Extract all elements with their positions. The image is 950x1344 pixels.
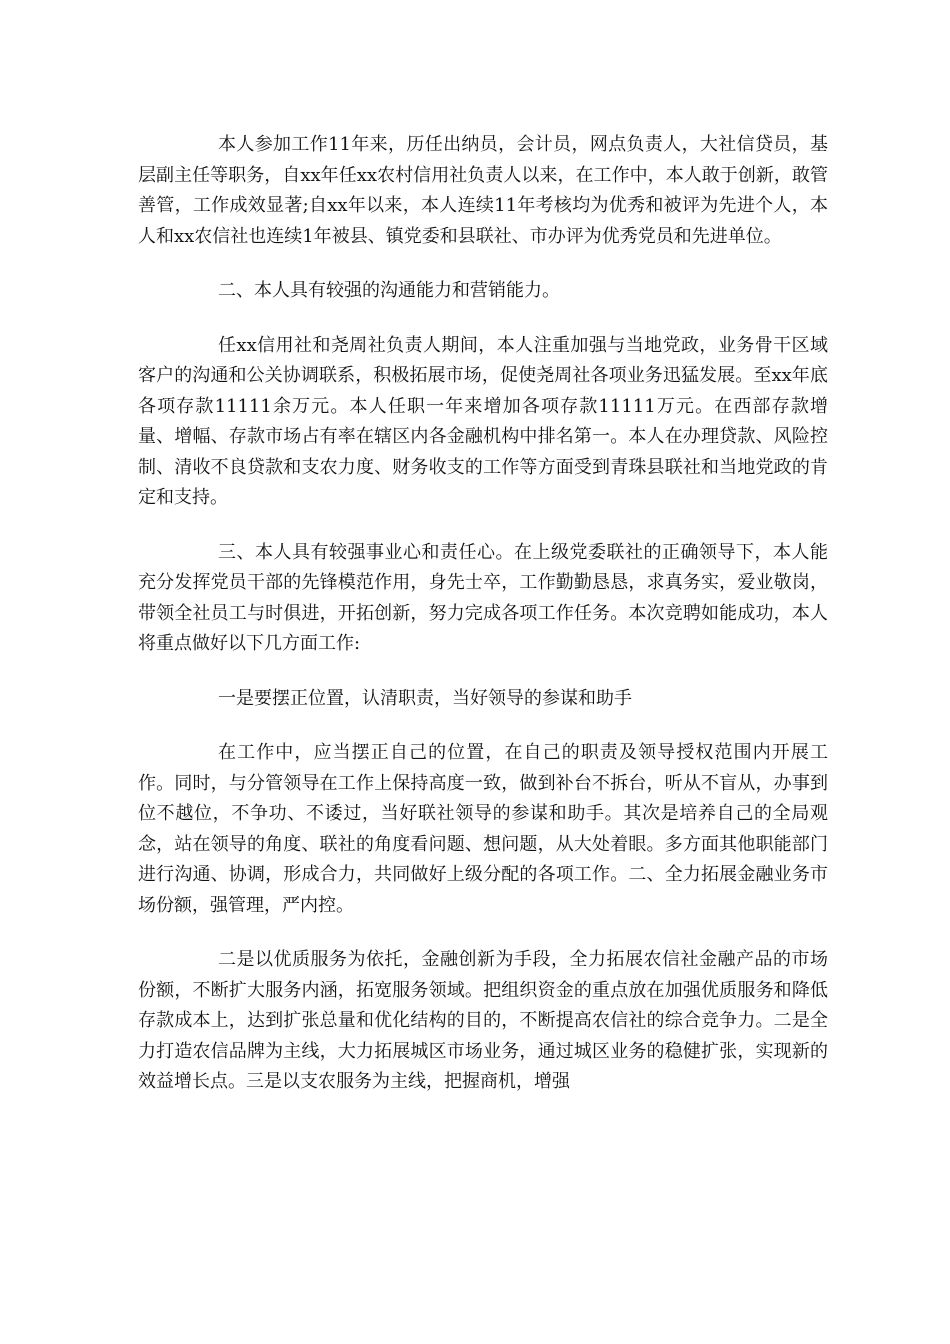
- paragraph-point-two-body: 二是以优质服务为依托，金融创新为手段，全力拓展农信社金融产品的市场份额，不断扩大服务内涵，拓宽服务领域。把组织资金的重点放在加强优质服务和降低存款成本上，达到扩张总量和优化结构的目的，不断提高农信社的综合竞争力。二是全力打造农信品牌为主线，大力拓展城区市场业务，通过城区业务的稳健扩张，实现新的效益增长点。三是以支农服务为主线，把握商机，增强: [138, 949, 828, 1092]
- paragraph-work-history: 本人参加工作11年来，历任出纳员，会计员，网点负责人，大社信贷员，基层副主任等职务，自xx年任xx农村信用社负责人以来，在工作中，本人敢于创新，敢管善管，工作成效显著;自xx年以来，本人连续11年考核均为优秀和被评为先进个人，本人和xx农信社也连续1年被县、镇党委和县联社、市办评为优秀党员和先进单位。: [138, 134, 828, 247]
- paragraph-point-one-body: 在工作中，应当摆正自己的位置，在自己的职责及领导授权范围内开展工作。同时，与分管领导在工作上保持高度一致，做到补台不拆台，听从不盲从，办事到位不越位，不争功、不诿过，当好联社领导的参谋和助手。其次是培养自己的全局观念，站在领导的角度、联社的角度看问题、想问题，从大处着眼。多方面其他职能部门进行沟通、协调，形成合力，共同做好上级分配的各项工作。二、全力拓展金融业务市场份额，强管理，严内控。: [138, 742, 828, 916]
- paragraph-point-one-heading: 一是要摆正位置，认清职责，当好领导的参谋和助手: [218, 687, 632, 709]
- paragraph-section-three: 三、本人具有较强事业心和责任心。在上级党委联社的正确领导下，本人能充分发挥党员干部的先锋模范作用，身先士卒，工作勤勤恳恳，求真务实，爱业敬岗，带领全社员工与时俱进，开拓创新，努力完成各项工作任务。本次竞聘如能成功，本人将重点做好以下几方面工作:: [138, 541, 828, 654]
- paragraph-section-two-heading: 二、本人具有较强的沟通能力和营销能力。: [218, 280, 560, 301]
- document-body: [138, 130, 828, 1098]
- paragraph-communication: 任xx信用社和尧周社负责人期间，本人注重加强与当地党政，业务骨干区域客户的沟通和公关协调联系，积极拓展市场，促使尧周社各项业务迅猛发展。至xx年底各项存款11111余万元。本人任职一年来增加各项存款11111万元。在西部存款增量、增幅、存款市场占有率在辖区内各金融机构中排名第一。本人在办理贷款、风险控制、清收不良贷款和支农力度、财务收支的工作等方面受到青珠县联社和当地党政的肯定和支持。: [138, 334, 828, 508]
